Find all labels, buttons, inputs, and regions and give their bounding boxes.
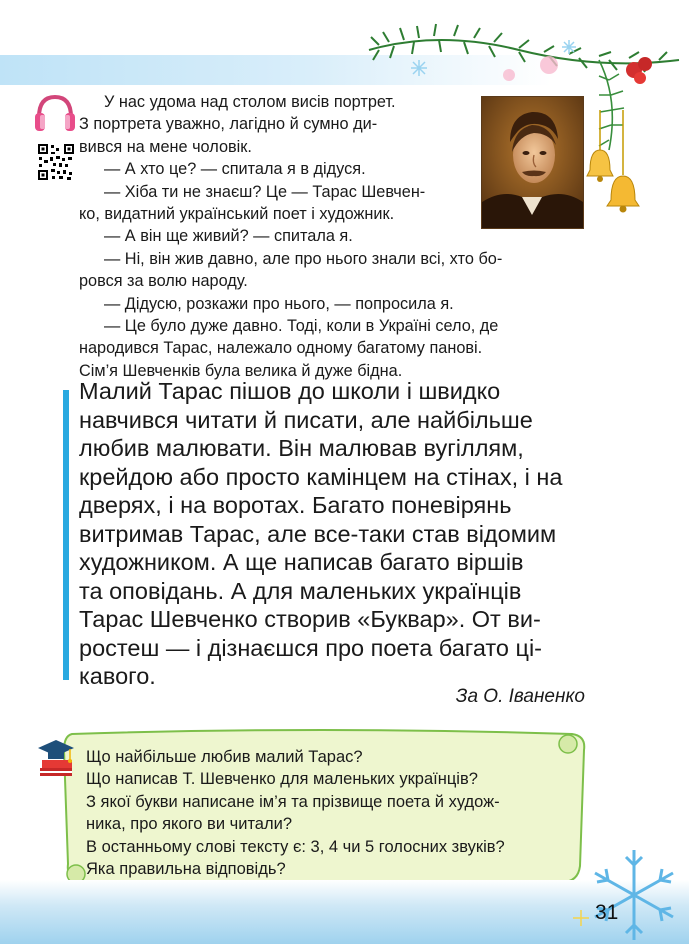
main-line: крейдою або просто камінцем на стінах, і на	[79, 463, 563, 490]
story-line: З портрета уважно, лагідно й сумно ди-	[79, 115, 378, 134]
books-icon	[36, 738, 76, 782]
question-item: Що написав Т. Шевченко для маленьких українців?	[86, 770, 478, 789]
story-line: народився Тарас, належало одному багатому панові.	[79, 339, 483, 358]
story-line: — А хто це? — спитала я в дідуся.	[104, 160, 366, 179]
main-line: дверях, і на воротах. Багато поневірянь	[79, 492, 512, 518]
story-line: Сім’я Шевченків була велика й дуже бідна.	[79, 361, 403, 380]
story-line: ко, видатний український поет і художник.	[79, 205, 395, 224]
snowflake-icon	[569, 840, 689, 944]
author-attribution: За О. Іваненко	[455, 686, 585, 707]
story-line: ровся за волю народу.	[79, 272, 248, 291]
main-line: любив малювати. Він малював вугіллям,	[79, 435, 524, 461]
story-line: — Ні, він жив давно, але про нього знали всі, хто бо-	[104, 249, 503, 268]
story-line: вився на мене чоловік.	[79, 137, 252, 156]
main-line: кавого.	[79, 663, 156, 689]
question-item: ника, про якого ви читали?	[86, 815, 293, 834]
story-line: — Хіба ти не знаєш? Це — Тарас Шевчен-	[104, 182, 426, 201]
page-number: 31	[595, 901, 619, 924]
story-line: У нас удома над столом висів портрет.	[104, 93, 396, 111]
main-line: художником. А ще написав багато віршів	[79, 549, 524, 575]
question-item: З якої букви написане ім’я та прізвище поета й худож-	[86, 792, 500, 811]
question-item: В останньому слові тексту є: 3, 4 чи 5 голосних звуків?	[86, 837, 505, 856]
main-line: Тарас Шевченко створив «Буквар». От ви-	[79, 606, 541, 632]
main-line: ростеш — і дізнаєшся про поета багато ці-	[79, 634, 543, 661]
questions-list	[86, 746, 586, 880]
main-line: витримав Тарас, але все-таки став відомим	[79, 520, 557, 547]
question-item: Що найбільше любив малий Тарас?	[86, 748, 363, 766]
bells-icon	[585, 110, 645, 220]
headphones-icon	[33, 93, 77, 135]
question-item: Яка правильна відповідь?	[86, 860, 286, 879]
story-line: — Дідусю, розкажи про нього, — попросила я.	[104, 294, 454, 313]
accent-bar	[63, 390, 69, 680]
main-paragraph	[79, 377, 586, 691]
story-dialogue	[79, 91, 585, 382]
story-line: — Це було дуже давно. Тоді, коли в Україні село, де	[104, 317, 499, 336]
main-line: навчився читати й писати, але найбільше	[79, 406, 533, 433]
story-line: — А він ще живий? — спитала я.	[104, 227, 353, 246]
main-line: Малий Тарас пішов до школи і швидко	[79, 378, 501, 404]
main-line: та оповідань. А для маленьких українців	[79, 577, 522, 604]
qr-code	[37, 143, 75, 181]
